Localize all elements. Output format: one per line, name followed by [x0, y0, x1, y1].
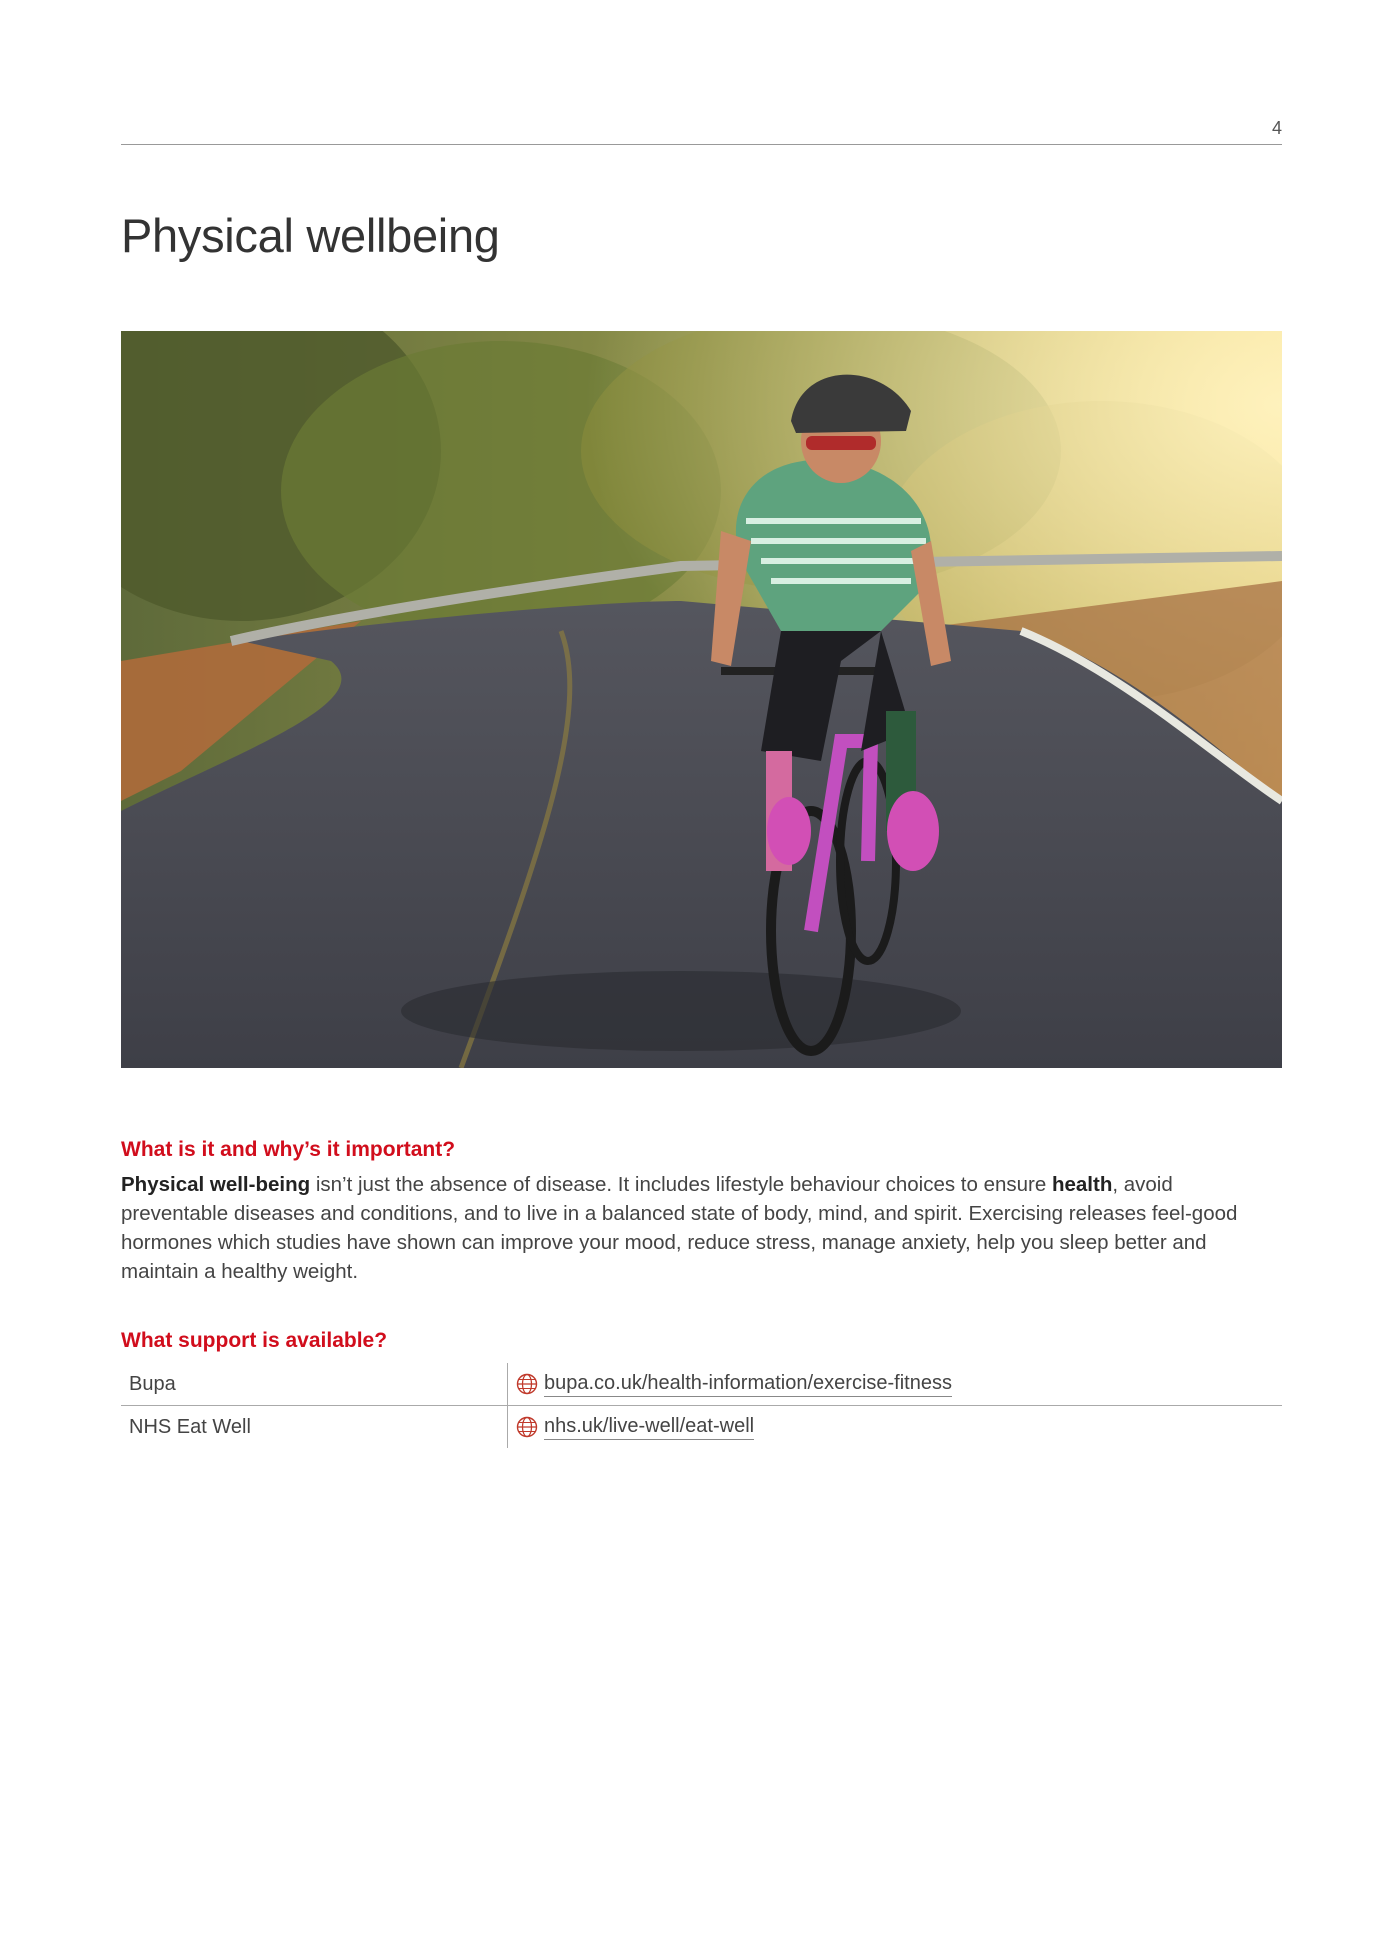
hero-image	[121, 331, 1282, 1068]
support-link-cell	[508, 1406, 1283, 1449]
globe-icon	[516, 1373, 538, 1395]
globe-icon	[516, 1416, 538, 1438]
support-heading: What support is available?	[121, 1329, 388, 1352]
header-divider	[121, 144, 1282, 145]
bupa-link[interactable]: bupa.co.uk/health-information/exercise-fitness	[544, 1372, 952, 1397]
importance-body	[121, 1170, 1255, 1286]
page-number: 4	[1271, 118, 1282, 138]
support-name: NHS Eat Well	[121, 1406, 508, 1449]
importance-text-before: isn’t just the absence of disease. It includes lifestyle behaviour choices to ensure	[310, 1173, 1052, 1196]
importance-heading: What is it and why’s it important?	[121, 1138, 456, 1161]
nhs-link[interactable]: nhs.uk/live-well/eat-well	[544, 1415, 754, 1440]
support-name: Bupa	[121, 1363, 508, 1406]
support-link-cell	[508, 1363, 1283, 1406]
physical-wellbeing-bold: Physical well-being	[121, 1173, 311, 1196]
table-row	[121, 1406, 1282, 1449]
cyclist-photo-icon	[121, 331, 1282, 1068]
health-bold: health	[1051, 1173, 1113, 1196]
table-row	[121, 1363, 1282, 1406]
support-table	[121, 1363, 1282, 1448]
page-title: Physical wellbeing	[121, 209, 500, 262]
importance-text-after: , avoid preventable diseases and conditions, and to live in a balanced state of body, mind, and spirit. Exercising releases feel-good hormones which studies have shown can improve your mood, reduce stress, manage anxiety, help you sleep better and maintain a healthy weight.	[121, 1173, 1238, 1283]
